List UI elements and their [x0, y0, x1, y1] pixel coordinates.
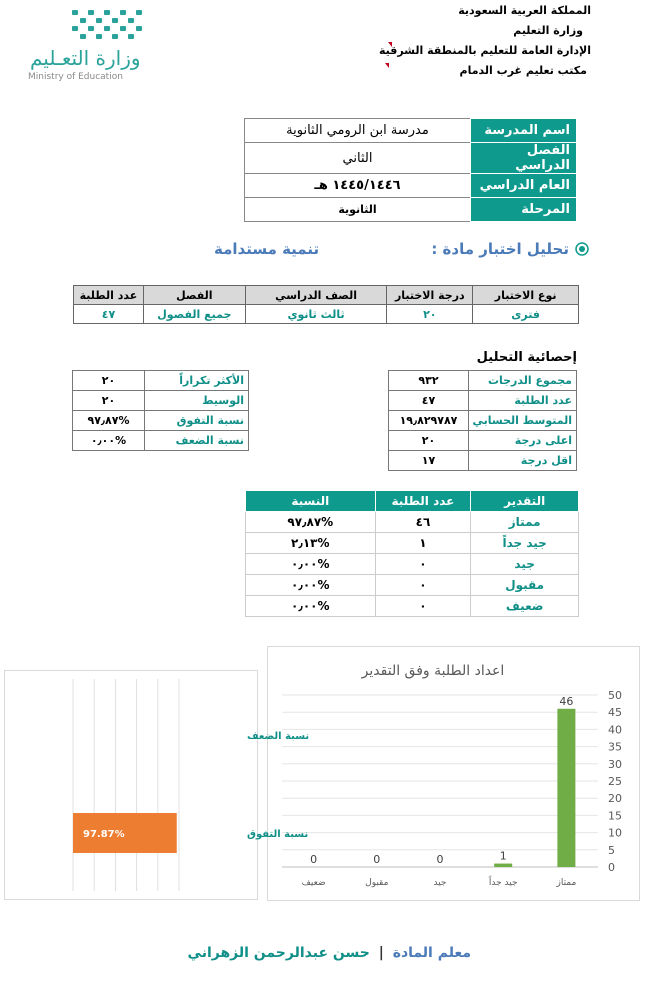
bar — [494, 864, 512, 867]
info-row-school — [245, 119, 577, 143]
subject-name: تنمية مستدامة — [214, 240, 320, 258]
stat-key: الوسيط — [145, 391, 249, 411]
stat-row — [389, 431, 577, 451]
stat-value: ٩٣٢ — [389, 371, 469, 391]
grade-name: جيد — [471, 554, 579, 575]
grade-count: ٤٦ — [375, 512, 471, 533]
info-label: المرحلة — [471, 198, 577, 222]
info-row-stage — [245, 198, 577, 222]
grade-count: ٠ — [375, 575, 471, 596]
grade-name: جيد جداً — [471, 533, 579, 554]
stat-key: نسبة التفوق — [145, 411, 249, 431]
analysis-title: تحليل اختبار مادة : — [431, 240, 569, 258]
stat-key: اعلى درجة — [469, 431, 577, 451]
stats-table-main — [388, 370, 577, 471]
y-tick-label: 25 — [608, 775, 622, 788]
stat-value: ١٧ — [389, 451, 469, 471]
ministry-logo — [24, 6, 154, 86]
stat-key: الأكثر تكراراً — [145, 371, 249, 391]
column-header: التقدير — [471, 491, 579, 512]
grade-name: مقبول — [471, 575, 579, 596]
test-score-value: ٢٠ — [387, 305, 473, 324]
y-tick-label: 50 — [608, 689, 622, 702]
grade-row — [246, 533, 579, 554]
y-tick-label: 45 — [608, 706, 622, 720]
y-tick-label: 5 — [608, 843, 615, 857]
grade-pct: %٠٫٠٠ — [246, 575, 376, 596]
y-tick-label: 40 — [608, 723, 622, 737]
ratio-chart — [4, 670, 310, 900]
grade-count: ٠ — [375, 596, 471, 617]
data-label: 97.87% — [83, 829, 125, 840]
stat-row — [389, 371, 577, 391]
logo-english: Ministry of Education — [28, 72, 123, 82]
header-line-kingdom: المملكة العربية السعودية — [458, 4, 591, 17]
stat-row — [73, 391, 249, 411]
y-tick-label: 20 — [608, 792, 622, 806]
grade-pct: %٠٫٠٠ — [246, 554, 376, 575]
category-label: جيد — [433, 878, 447, 888]
info-label: اسم المدرسة — [471, 119, 577, 143]
info-row-year — [245, 174, 577, 198]
stat-row — [389, 451, 577, 471]
student-count-value: ٤٧ — [74, 305, 144, 324]
stat-key: اقل درجة — [469, 451, 577, 471]
category-label: نسبة التفوق — [247, 829, 309, 840]
grade-count-chart-svg — [268, 647, 641, 902]
stat-value: ٢٠ — [73, 391, 145, 411]
stat-row — [73, 431, 249, 451]
stat-value: %٠٫٠٠ — [73, 431, 145, 451]
category-label: ممتاز — [556, 878, 577, 888]
ratio-chart-svg — [5, 671, 310, 901]
column-header: الفصل — [143, 286, 245, 305]
test-info-header — [74, 286, 579, 305]
header-line-directorate: الإدارة العامة للتعليم بالمنطقة الشرقية — [378, 44, 591, 57]
stat-value: ١٩٫٨٢٩٧٨٧ — [389, 411, 469, 431]
data-label: 0 — [310, 853, 318, 866]
stat-row — [73, 411, 249, 431]
column-header: نوع الاختبار — [473, 286, 579, 305]
radio-bullet-icon — [575, 242, 589, 256]
category-label: جيد جداً — [488, 878, 518, 888]
category-label: مقبول — [365, 878, 389, 888]
data-label: 0 — [436, 853, 444, 866]
y-tick-label: 10 — [608, 826, 622, 840]
grade-pct: %٢٫١٣ — [246, 533, 376, 554]
grade-name: ممتاز — [471, 512, 579, 533]
y-tick-label: 0 — [608, 861, 615, 874]
teacher-role: معلم المادة — [392, 945, 471, 961]
logo-dots-icon — [24, 6, 154, 48]
info-label: الفصل الدراسي — [471, 143, 577, 174]
decor-mark — [385, 63, 389, 68]
info-label: العام الدراسي — [471, 174, 577, 198]
stat-key: المتوسط الحسابي — [469, 411, 577, 431]
test-type-value: فترى — [473, 305, 579, 324]
logo-arabic: وزارة التعـليم — [30, 46, 141, 70]
data-label: 46 — [559, 694, 574, 708]
info-row-semester — [245, 143, 577, 174]
grade-row — [246, 575, 579, 596]
analysis-title-row — [431, 240, 589, 258]
y-tick-label: 35 — [608, 740, 622, 754]
decor-mark — [388, 42, 392, 47]
column-header: النسبة — [246, 491, 376, 512]
header-line-office: مكتب تعليم غرب الدمام — [459, 64, 587, 77]
grade-count: ١ — [375, 533, 471, 554]
y-tick-label: 30 — [608, 757, 622, 771]
stat-row — [73, 371, 249, 391]
column-header: درجة الاختبار — [387, 286, 473, 305]
grade-row — [246, 554, 579, 575]
info-value: ١٤٤٥/١٤٤٦ هـ — [245, 174, 471, 198]
stat-key: عدد الطلبة — [469, 391, 577, 411]
grade-row — [246, 512, 579, 533]
y-tick-label: 15 — [608, 809, 622, 823]
grade-count: ٠ — [375, 554, 471, 575]
column-header: عدد الطلبة — [74, 286, 144, 305]
stat-value: ٤٧ — [389, 391, 469, 411]
bar — [557, 709, 575, 867]
stat-key: مجموع الدرجات — [469, 371, 577, 391]
grade-pct: %٠٫٠٠ — [246, 596, 376, 617]
grades-table — [245, 490, 579, 617]
grade-pct: %٩٧٫٨٧ — [246, 512, 376, 533]
category-label: ضعيف — [301, 878, 326, 888]
footer-signature — [188, 945, 471, 961]
category-label: نسبة الضعف — [247, 731, 310, 742]
data-label: 1 — [499, 849, 507, 863]
test-info-values — [74, 305, 579, 324]
stat-row — [389, 411, 577, 431]
stat-value: ٢٠ — [73, 371, 145, 391]
grade-name: ضعيف — [471, 596, 579, 617]
class-value: جميع الفصول — [143, 305, 245, 324]
column-header: عدد الطلبة — [375, 491, 471, 512]
header-line-ministry: وزارة التعليم — [513, 24, 583, 37]
separator: | — [378, 945, 384, 961]
grades-header — [246, 491, 579, 512]
info-value: الثانوية — [245, 198, 471, 222]
data-label: 0 — [373, 853, 381, 866]
grade-row — [246, 596, 579, 617]
column-header: الصف الدراسي — [245, 286, 387, 305]
school-info-table — [244, 118, 577, 222]
chart-title: اعداد الطلبة وفق التقدير — [361, 663, 505, 679]
grade-level-value: ثالث ثانوي — [245, 305, 387, 324]
stats-title: إحصائية التحليل — [476, 350, 577, 365]
stat-row — [389, 391, 577, 411]
stats-table-secondary — [72, 370, 249, 451]
test-info-table — [73, 285, 579, 324]
stat-value: ٢٠ — [389, 431, 469, 451]
info-value: الثاني — [245, 143, 471, 174]
info-value: مدرسة ابن الرومي الثانوية — [245, 119, 471, 143]
stat-value: %٩٧٫٨٧ — [73, 411, 145, 431]
grade-count-chart — [267, 646, 640, 901]
teacher-name: حسن عبدالرحمن الزهراني — [187, 945, 370, 961]
stat-key: نسبة الضعف — [145, 431, 249, 451]
